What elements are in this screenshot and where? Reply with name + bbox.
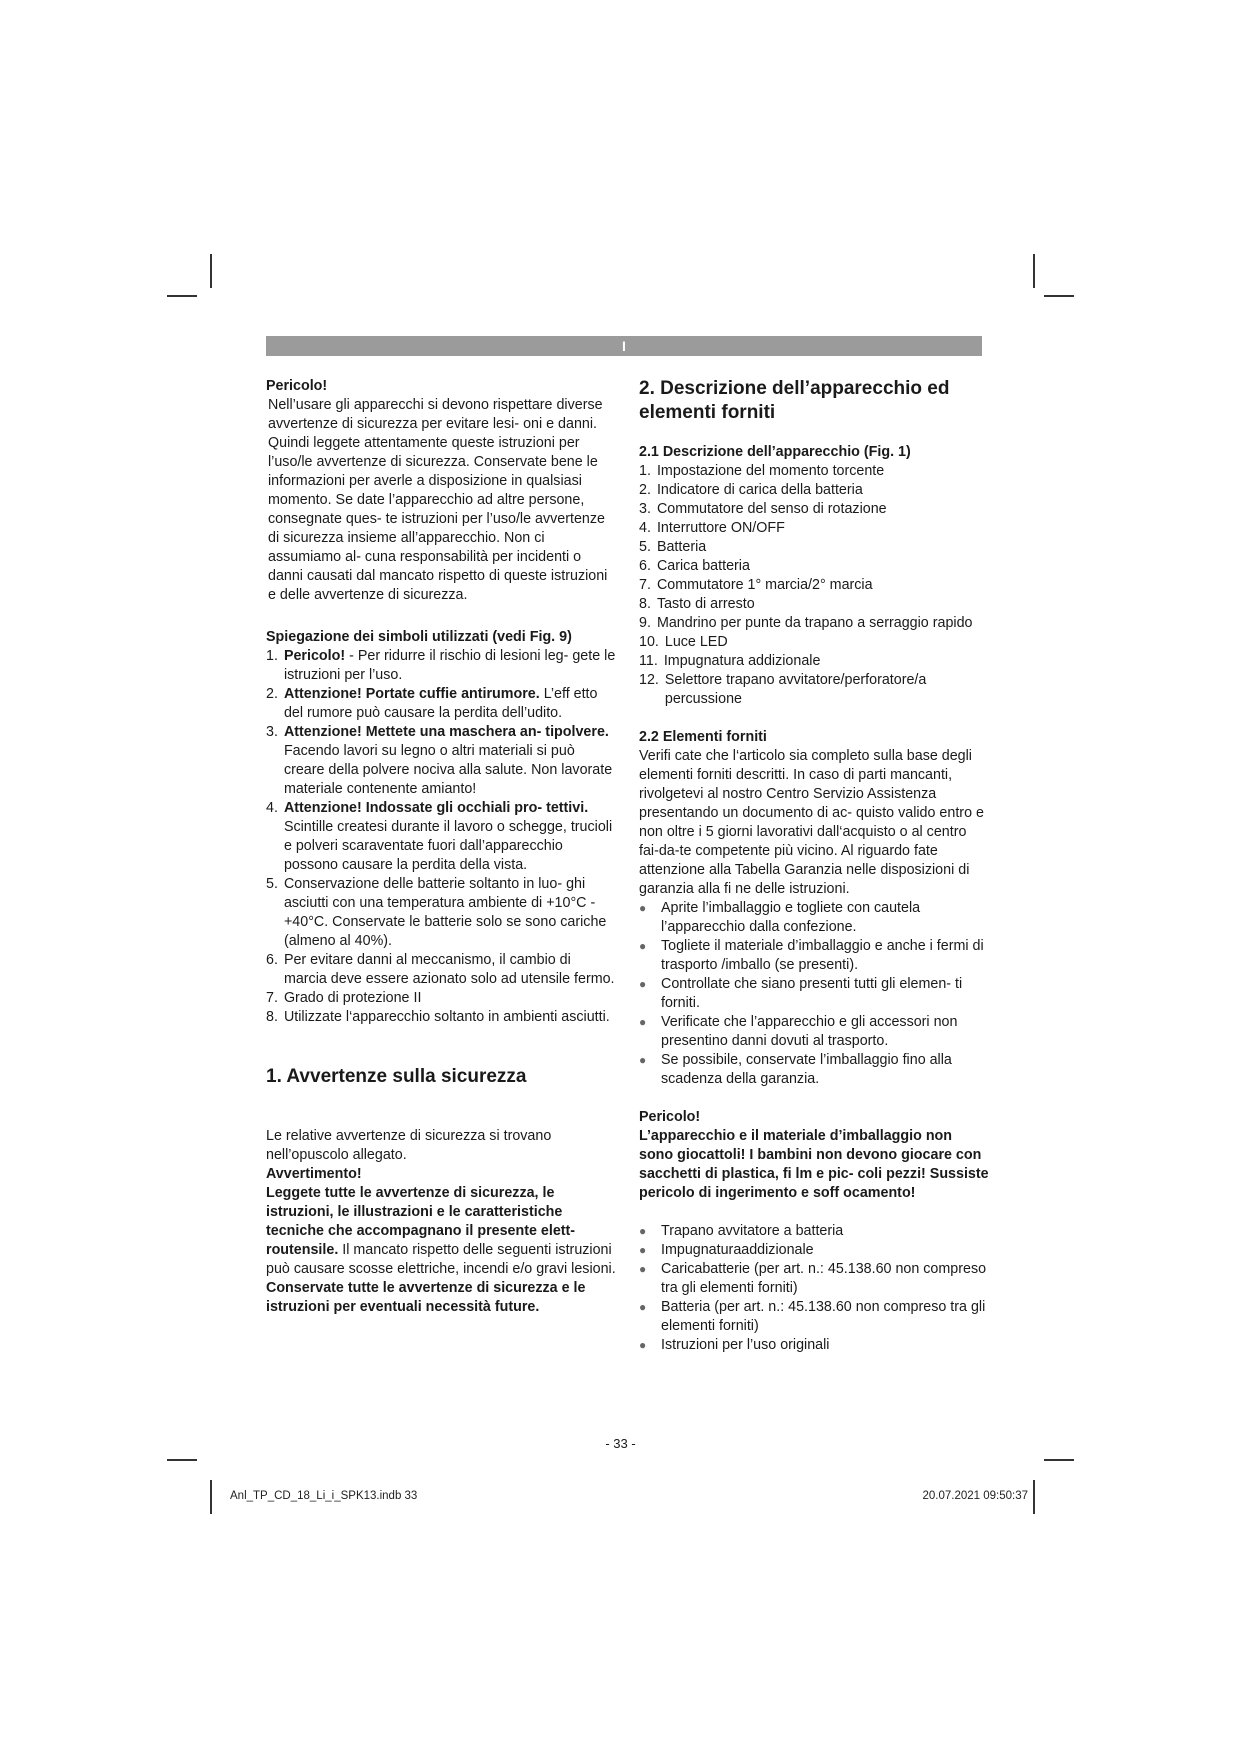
symbol-bold-text: Attenzione! Mettete una maschera an- tipolvere. <box>283 724 609 740</box>
check-item-text: Aprite l’imballaggio e togliete con cautela l’apparecchio dalla confezione. <box>661 900 921 935</box>
packaging-danger-title: Pericolo! <box>639 1109 701 1125</box>
supplied-item <box>639 1260 989 1298</box>
page-number: - 33 - <box>605 1436 636 1451</box>
part-number: 4. <box>639 520 651 536</box>
part-label: Indicatore di carica della batteria <box>656 482 863 498</box>
part-label: Carica batteria <box>656 558 750 574</box>
symbol-number: 6. <box>266 952 278 968</box>
warning-normal-text: Il mancato rispetto delle seguenti istruzioni può causare scosse elettriche, incendi e/o gravi lesioni. <box>266 1242 616 1277</box>
check-item-text: Verificate che l’apparecchio e gli accessori non presentino danni dovuti al trasporto. <box>661 1014 958 1049</box>
bullet-icon: ● <box>639 1053 647 1067</box>
symbol-normal-text: Facendo lavori su legno o altri materiali si può creare della polvere nociva alla salute. Non lavorate materiale contenente amianto! <box>283 743 613 797</box>
symbol-bold-text: Pericolo! <box>283 648 346 664</box>
symbol-text <box>284 723 616 799</box>
symbol-item <box>266 1008 616 1027</box>
danger-title: Pericolo! <box>266 378 328 394</box>
symbol-text <box>284 1008 616 1027</box>
check-item-text: Controllate che siano presenti tutti gli elemen- ti forniti. <box>661 976 963 1011</box>
symbol-item <box>266 951 616 989</box>
part-number: 9. <box>639 615 651 631</box>
crop-mark-top-left-vertical <box>210 254 212 288</box>
part-label: Commutatore 1° marcia/2° marcia <box>656 577 873 593</box>
symbol-item <box>266 647 616 685</box>
symbol-normal-text: Grado di protezione II <box>283 990 422 1006</box>
symbols-title: Spiegazione dei simboli utilizzati (vedi Fig. 9) <box>266 629 572 645</box>
supplied-list <box>639 1222 989 1355</box>
part-item <box>639 576 989 595</box>
symbol-text <box>284 685 616 723</box>
language-letter: I <box>622 338 626 354</box>
symbol-item <box>266 685 616 723</box>
part-label: Commutatore del senso di rotazione <box>656 501 887 517</box>
symbol-number: 7. <box>266 990 278 1006</box>
part-number: 2. <box>639 482 651 498</box>
part-item <box>639 462 989 481</box>
supplied-item <box>639 1241 989 1260</box>
crop-mark-bottom-left <box>167 1459 197 1461</box>
supplied-item-text: Caricabatterie (per art. n.: 45.138.60 non compreso tra gli elementi forniti) <box>661 1261 987 1296</box>
symbol-text <box>284 799 616 875</box>
part-number: 3. <box>639 501 651 517</box>
bullet-icon: ● <box>639 939 647 953</box>
check-item <box>639 1013 989 1051</box>
bullet-icon: ● <box>639 977 647 991</box>
part-label: Tasto di arresto <box>656 596 755 612</box>
symbol-item <box>266 989 616 1008</box>
part-number: 10. <box>639 634 659 650</box>
supplied-item-text: Impugnaturaaddizionale <box>661 1242 814 1258</box>
danger-text: Nell’usare gli apparecchi si devono rispettare diverse avvertenze di sicurezza per evitare lesi- oni e danni. Quindi leggete attentamente queste istruzioni per l’uso/le avvertenze di sicurezza. Conservate bene le informazioni per averle a disposizione in qualsiasi momento. Se date l’apparecchio ad altre persone, consegnate ques- te istruzioni per l’uso/le avvertenze di sicurezza insieme all’apparecchio. Non ci assumiamo al- cuna responsabilità per incidenti o danni causati dal mancato rispetto di queste istruzioni e delle avvertenze di sicurezza. <box>268 397 608 603</box>
symbol-normal-text: Conservazione delle batterie soltanto in luo- ghi asciutti con una temperatura ambiente di +10°C - +40°C. Conservate le batterie solo se sono cariche (almeno al 40%). <box>283 876 607 949</box>
sub22-title: 2.2 Elementi forniti <box>639 729 767 745</box>
footer-timestamp: 20.07.2021 09:50:37 <box>922 1490 1028 1502</box>
bullet-icon: ● <box>639 1300 647 1314</box>
part-number: 11. <box>639 653 658 669</box>
supplied-item-text: Batteria (per art. n.: 45.138.60 non compreso tra gli elementi forniti) <box>661 1299 986 1334</box>
section1-title: 1. Avvertenze sulla sicurezza <box>266 1066 527 1087</box>
part-item <box>639 519 989 538</box>
keep-instructions-text: Conservate tutte le avvertenze di sicurezza e le istruzioni per eventuali necessità future. <box>266 1280 586 1315</box>
symbol-item <box>266 875 616 951</box>
bullet-icon: ● <box>639 901 647 915</box>
symbol-item <box>266 723 616 799</box>
crop-mark-top-right-vertical <box>1033 254 1035 288</box>
part-item <box>639 538 989 557</box>
part-number: 7. <box>639 577 651 593</box>
part-item <box>639 500 989 519</box>
part-label: Interruttore ON/OFF <box>656 520 785 536</box>
symbol-number: 5. <box>266 876 278 892</box>
section2-title: 2. Descrizione dell’apparecchio ed elementi forniti <box>639 378 950 423</box>
symbol-normal-text: Scintille createsi durante il lavoro o schegge, trucioli e polveri scaraventate fuori dall’apparecchio possono causare la perdita della vista. <box>283 819 613 873</box>
symbol-normal-text: Per evitare danni al meccanismo, il cambio di marcia deve essere azionato solo ad utensile fermo. <box>283 952 615 987</box>
part-item <box>639 633 989 652</box>
symbol-number: 8. <box>266 1009 278 1025</box>
supplied-item <box>639 1222 989 1241</box>
symbol-number: 2. <box>266 686 278 702</box>
check-item <box>639 937 989 975</box>
bullet-icon: ● <box>639 1262 647 1276</box>
sub22-text: Verifi cate che l‘articolo sia completo sulla base degli elementi forniti descritti. In caso di parti mancanti, rivolgetevi al nostro Centro Servizio Assistenza presentando un documento di ac- quisto valido entro e non oltre i 5 giorni lavorativi dall‘acquisto o al centro fai-da-te competente più vicino. Al riguardo fate attenzione alla Tabella Garanzia nelle disposizioni di garanzia alla fi ne delle istruzioni. <box>639 748 984 897</box>
packaging-danger-text: L’apparecchio e il materiale d’imballaggio non sono giocattoli! I bambini non devono giocare con sacchetti di plastica, fi lm e pic- coli pezzi! Sussiste pericolo di ingerimento e soff ocamento! <box>639 1128 989 1201</box>
bullet-icon: ● <box>639 1224 647 1238</box>
part-number: 1. <box>639 463 651 479</box>
part-number: 5. <box>639 539 651 555</box>
check-item <box>639 899 989 937</box>
supplied-item-text: Istruzioni per l’uso originali <box>661 1337 830 1353</box>
symbol-bold-text: Attenzione! Indossate gli occhiali pro- tettivi. <box>283 800 589 816</box>
checks-list <box>639 899 989 1089</box>
part-label: Impostazione del momento torcente <box>656 463 885 479</box>
part-item <box>639 595 989 614</box>
footer-file: Anl_TP_CD_18_Li_i_SPK13.indb 33 <box>230 1490 418 1502</box>
warning-bold-text: Leggete tutte le avvertenze di sicurezza, le istruzioni, le illustrazioni e le caratteristiche tecniche che accompagnano il presente elett- routensile. <box>266 1185 576 1258</box>
part-label: Batteria <box>656 539 707 555</box>
language-header-bar <box>266 336 982 356</box>
part-number: 8. <box>639 596 651 612</box>
symbol-item <box>266 799 616 875</box>
section1-text: Le relative avvertenze di sicurezza si trovano nell’opuscolo allegato. <box>266 1128 552 1163</box>
part-item <box>639 557 989 576</box>
crop-mark-bottom-right <box>1044 1459 1074 1461</box>
bullet-icon: ● <box>639 1338 647 1352</box>
bullet-icon: ● <box>639 1015 647 1029</box>
warning-title: Avvertimento! <box>266 1166 362 1182</box>
right-column <box>639 377 989 1355</box>
part-label: Mandrino per punte da trapano a serraggio rapido <box>656 615 973 631</box>
symbol-text <box>284 989 616 1008</box>
part-item <box>639 481 989 500</box>
symbol-normal-text: - Per ridurre il rischio di lesioni leg- gete le istruzioni per l’uso. <box>283 648 616 683</box>
part-number: 12. <box>639 672 659 688</box>
part-item <box>639 671 989 709</box>
symbol-bold-text: Attenzione! Portate cuffie antirumore. <box>283 686 540 702</box>
part-number: 6. <box>639 558 651 574</box>
symbol-text <box>284 875 616 951</box>
supplied-item <box>639 1298 989 1336</box>
symbol-text <box>284 647 616 685</box>
crop-mark-bottom-right-vertical <box>1033 1480 1035 1514</box>
symbols-list <box>266 647 616 1027</box>
warning-paragraph <box>266 1184 616 1279</box>
check-item-text: Togliete il materiale d’imballaggio e anche i fermi di trasporto /imballo (se presenti). <box>661 938 984 973</box>
part-item <box>639 652 989 671</box>
check-item-text: Se possibile, conservate l’imballaggio fino alla scadenza della garanzia. <box>661 1052 952 1087</box>
symbol-normal-text: Utilizzate l‘apparecchio soltanto in ambienti asciutti. <box>283 1009 610 1025</box>
part-label: Impugnatura addizionale <box>663 653 821 669</box>
crop-mark-top-left <box>167 295 197 297</box>
supplied-item <box>639 1336 989 1355</box>
left-column <box>266 377 616 1317</box>
crop-mark-bottom-left-vertical <box>210 1480 212 1514</box>
bullet-icon: ● <box>639 1243 647 1257</box>
check-item <box>639 975 989 1013</box>
symbol-normal-text: L’eff etto del rumore può causare la perdita dell’udito. <box>283 686 598 721</box>
part-label: Selettore trapano avvitatore/perforatore/a percussione <box>664 672 927 707</box>
supplied-item-text: Trapano avvitatore a batteria <box>661 1223 844 1239</box>
symbol-number: 4. <box>266 800 278 816</box>
crop-mark-top-right <box>1044 295 1074 297</box>
symbol-text <box>284 951 616 989</box>
parts-list <box>639 462 989 709</box>
symbol-number: 3. <box>266 724 278 740</box>
check-item <box>639 1051 989 1089</box>
sub21-title: 2.1 Descrizione dell’apparecchio (Fig. 1) <box>639 444 911 460</box>
part-item <box>639 614 989 633</box>
part-label: Luce LED <box>664 634 728 650</box>
symbol-number: 1. <box>266 648 278 664</box>
